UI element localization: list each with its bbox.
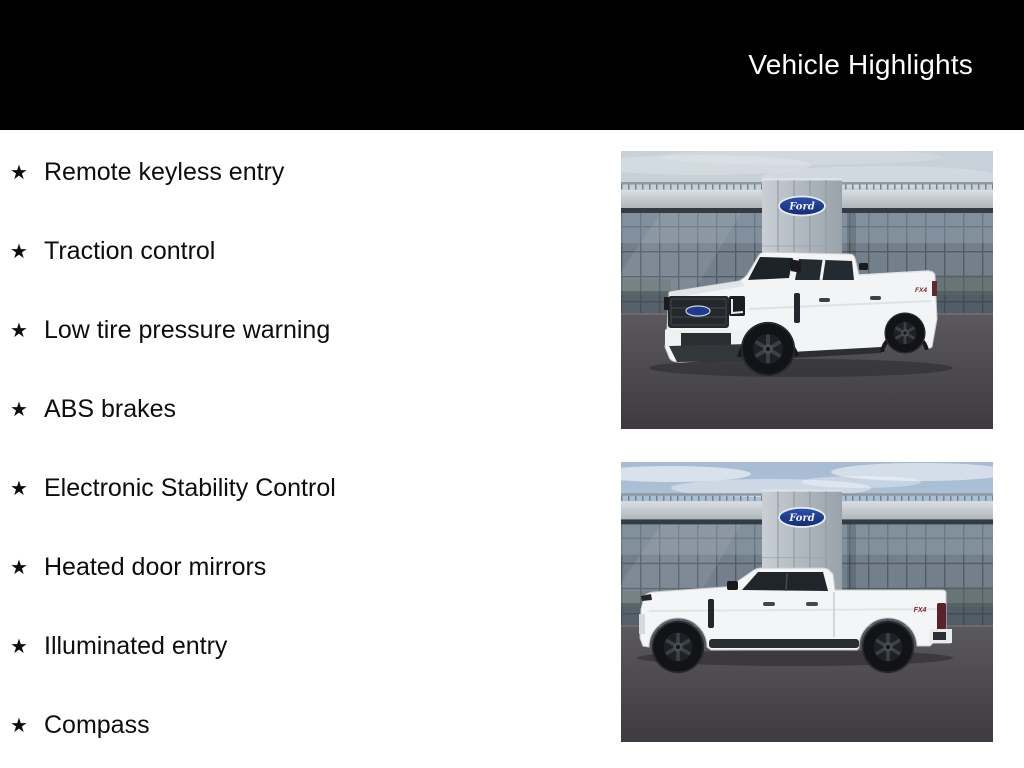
front-wheel [652, 621, 704, 673]
star-bullet-icon: ★ [10, 556, 28, 579]
feature-label: ABS brakes [44, 394, 177, 423]
star-bullet-icon: ★ [10, 319, 28, 342]
tail-light [932, 281, 937, 296]
rear-wheel [862, 621, 914, 673]
page-title: Vehicle Highlights [748, 49, 973, 80]
star-bullet-icon: ★ [10, 161, 28, 184]
feature-item [10, 291, 610, 370]
feature-item [10, 133, 610, 212]
star-bullet-icon: ★ [10, 240, 28, 263]
feature-item [10, 212, 610, 291]
feature-label: Compass [44, 710, 150, 739]
feature-label: Electronic Stability Control [44, 473, 336, 502]
feature-label: Illuminated entry [44, 631, 228, 660]
feature-item [10, 370, 610, 449]
feature-item [10, 528, 610, 607]
star-bullet-icon: ★ [10, 635, 28, 658]
tail-light [937, 603, 946, 630]
rear-wheel [884, 312, 925, 353]
vehicle-photo-front [621, 151, 993, 429]
vehicle-photo-side [621, 462, 993, 742]
feature-label: Remote keyless entry [44, 157, 285, 186]
feature-label: Heated door mirrors [44, 552, 267, 581]
star-bullet-icon: ★ [10, 714, 28, 737]
feature-label: Traction control [44, 236, 216, 265]
front-wheel [741, 322, 795, 376]
fx4-badge: FX4 [915, 287, 927, 294]
front-grille [668, 296, 729, 328]
vehicle-photos [621, 151, 993, 742]
feature-label: Low tire pressure warning [44, 315, 331, 344]
star-bullet-icon: ★ [10, 398, 28, 421]
star-bullet-icon: ★ [10, 477, 28, 500]
feature-item [10, 607, 610, 686]
feature-item [10, 686, 610, 765]
header [0, 0, 1024, 130]
headlight [729, 296, 745, 316]
fx4-badge: FX4 [913, 607, 927, 614]
features-list [10, 133, 610, 765]
feature-item [10, 449, 610, 528]
